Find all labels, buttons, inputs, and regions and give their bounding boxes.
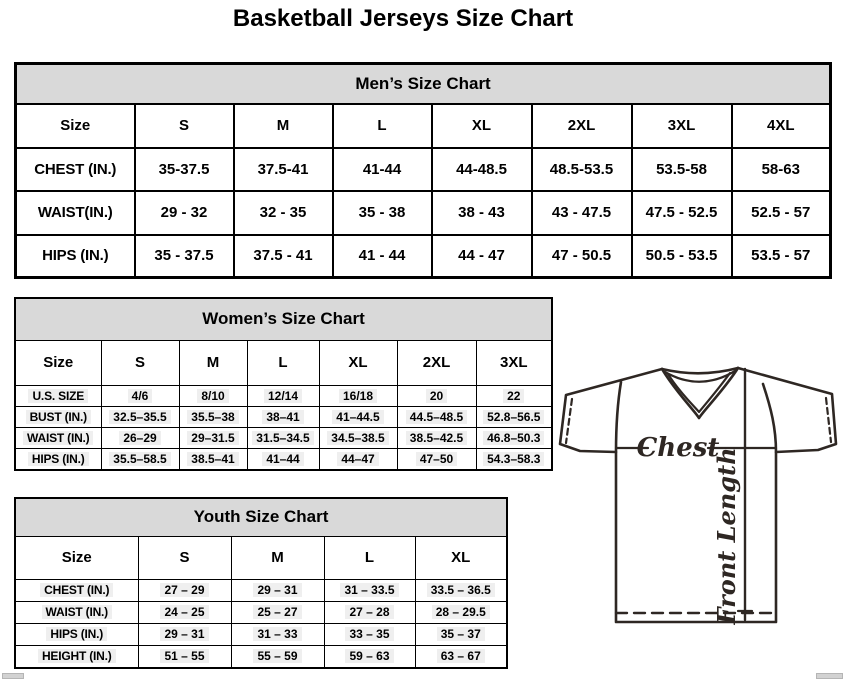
table-cell: 48.5-53.5 — [532, 148, 632, 191]
cell-value: 24 – 25 — [160, 605, 208, 619]
cell-value: U.S. SIZE — [28, 389, 88, 403]
column-header: S — [138, 536, 231, 579]
cell-value: 46.8–50.3 — [483, 431, 544, 445]
table-cell — [397, 427, 476, 448]
cell-value: 51 – 55 — [160, 649, 208, 663]
column-header: 4XL — [732, 104, 831, 148]
table-cell — [324, 579, 415, 601]
table-cell — [138, 601, 231, 623]
cell-value: WAIST (IN.) — [42, 605, 112, 619]
table-cell — [179, 448, 247, 470]
column-header: M — [234, 104, 333, 148]
table-cell — [179, 406, 247, 427]
table-header-row — [15, 536, 507, 579]
cell-value: 38–41 — [262, 410, 303, 424]
cell-value: 20 — [426, 389, 447, 403]
cell-value: 29 – 31 — [253, 583, 301, 597]
cell-value: 38.5–42.5 — [406, 431, 467, 445]
table-cell — [324, 601, 415, 623]
table-cell — [101, 385, 179, 406]
table-row — [16, 235, 831, 278]
row-label — [15, 623, 138, 645]
table-header-row — [16, 104, 831, 148]
jersey-measurement-diagram — [558, 364, 840, 626]
column-header: L — [324, 536, 415, 579]
cell-value: 41–44 — [262, 452, 303, 466]
table-cell — [101, 448, 179, 470]
cell-value: 25 – 27 — [253, 605, 301, 619]
cell-value: 63 – 67 — [437, 649, 485, 663]
jersey-diagram-svg — [558, 364, 840, 626]
cell-value: 4/6 — [128, 389, 153, 403]
table-cell: 44 - 47 — [432, 235, 532, 278]
column-header: M — [179, 340, 247, 385]
cell-value: 27 – 28 — [345, 605, 393, 619]
cell-value: CHEST (IN.) — [40, 583, 113, 597]
table-cell: 43 - 47.5 — [532, 191, 632, 235]
table-cell — [415, 579, 507, 601]
jersey-outline — [560, 368, 836, 622]
table-cell: 29 - 32 — [135, 191, 234, 235]
cell-value: 31 – 33.5 — [340, 583, 398, 597]
row-label — [15, 601, 138, 623]
table-title-row — [15, 498, 507, 536]
table-cell — [101, 406, 179, 427]
table-row — [15, 385, 552, 406]
table-cell: 41-44 — [333, 148, 432, 191]
table-cell: 32 - 35 — [234, 191, 333, 235]
table-cell — [138, 579, 231, 601]
right-cuff-stitch — [826, 398, 831, 442]
cell-value: 33.5 – 36.5 — [427, 583, 495, 597]
table-cell — [231, 579, 324, 601]
table-row — [16, 191, 831, 235]
table-cell — [231, 623, 324, 645]
table-cell — [476, 448, 552, 470]
column-header: S — [101, 340, 179, 385]
table-cell: 53.5 - 57 — [732, 235, 831, 278]
table-cell — [415, 623, 507, 645]
page-title: Basketball Jerseys Size Chart — [232, 5, 574, 32]
table-cell — [319, 448, 397, 470]
table-row — [15, 623, 507, 645]
table-cell: 35 - 38 — [333, 191, 432, 235]
horizontal-scrollbar-fragment-left[interactable] — [2, 673, 24, 679]
table-cell: 47.5 - 52.5 — [632, 191, 732, 235]
table-cell — [319, 427, 397, 448]
table-cell — [247, 406, 319, 427]
right-armhole-seam — [763, 384, 776, 452]
table-cell: 37.5-41 — [234, 148, 333, 191]
column-header: Size — [15, 340, 101, 385]
left-armhole-seam — [616, 382, 621, 452]
cell-value: 34.5–38.5 — [327, 431, 388, 445]
table-cell: 35 - 37.5 — [135, 235, 234, 278]
cell-value: 35.5–38 — [187, 410, 238, 424]
cell-value: 26–29 — [119, 431, 160, 445]
mens-table-title: Men’s Size Chart — [16, 64, 831, 104]
cell-value: BUST (IN.) — [26, 410, 91, 424]
table-cell: 47 - 50.5 — [532, 235, 632, 278]
table-cell: 37.5 - 41 — [234, 235, 333, 278]
table-title-row — [15, 298, 552, 340]
table-row — [15, 601, 507, 623]
horizontal-scrollbar-fragment-right[interactable] — [816, 673, 843, 679]
table-row — [16, 148, 831, 191]
cell-value: 28 – 29.5 — [432, 605, 490, 619]
column-header: XL — [432, 104, 532, 148]
row-label — [15, 406, 101, 427]
cell-value: 35.5–58.5 — [109, 452, 170, 466]
cell-value: HEIGHT (IN.) — [38, 649, 116, 663]
table-row — [15, 406, 552, 427]
table-cell — [397, 385, 476, 406]
row-label — [15, 579, 138, 601]
cell-value: 29–31.5 — [187, 431, 238, 445]
table-title-row — [16, 64, 831, 104]
row-label — [15, 448, 101, 470]
table-cell — [397, 448, 476, 470]
cell-value: 44–47 — [337, 452, 378, 466]
cell-value: 32.5–35.5 — [109, 410, 170, 424]
column-header: 2XL — [397, 340, 476, 385]
womens-table-title: Women’s Size Chart — [15, 298, 552, 340]
cell-value: HIPS (IN.) — [46, 627, 107, 641]
column-header: S — [135, 104, 234, 148]
youth-size-table — [14, 497, 508, 669]
table-header-row — [15, 340, 552, 385]
cell-value: 29 – 31 — [160, 627, 208, 641]
cell-value: 54.3–58.3 — [483, 452, 544, 466]
table-cell — [476, 427, 552, 448]
table-row — [15, 645, 507, 668]
table-cell — [415, 601, 507, 623]
column-header: 2XL — [532, 104, 632, 148]
row-label — [15, 645, 138, 668]
table-cell — [319, 406, 397, 427]
column-header: L — [247, 340, 319, 385]
cell-value: 8/10 — [197, 389, 228, 403]
table-cell: 53.5-58 — [632, 148, 732, 191]
table-cell — [138, 623, 231, 645]
table-cell — [397, 406, 476, 427]
front-length-label: Front Length — [712, 447, 741, 625]
cell-value: 12/14 — [264, 389, 302, 403]
column-header: 3XL — [476, 340, 552, 385]
column-header: XL — [319, 340, 397, 385]
column-header: Size — [16, 104, 135, 148]
table-cell: 58-63 — [732, 148, 831, 191]
table-cell — [179, 427, 247, 448]
cell-value: 33 – 35 — [345, 627, 393, 641]
table-cell: 50.5 - 53.5 — [632, 235, 732, 278]
table-row — [15, 448, 552, 470]
table-cell — [476, 406, 552, 427]
cell-value: 35 – 37 — [437, 627, 485, 641]
column-header: L — [333, 104, 432, 148]
column-header: XL — [415, 536, 507, 579]
row-label: HIPS (IN.) — [16, 235, 135, 278]
left-cuff-stitch — [566, 399, 572, 443]
cell-value: 38.5–41 — [187, 452, 238, 466]
row-label — [15, 385, 101, 406]
cell-value: 16/18 — [339, 389, 377, 403]
cell-value: 52.8–56.5 — [483, 410, 544, 424]
table-cell — [415, 645, 507, 668]
cell-value: 31.5–34.5 — [252, 431, 313, 445]
table-cell — [247, 385, 319, 406]
collar-back-arc-outer — [662, 368, 738, 373]
row-label — [15, 427, 101, 448]
table-row — [15, 427, 552, 448]
table-cell: 38 - 43 — [432, 191, 532, 235]
youth-table-title: Youth Size Chart — [15, 498, 507, 536]
cell-value: HIPS (IN.) — [28, 452, 89, 466]
table-cell — [231, 601, 324, 623]
table-cell — [247, 448, 319, 470]
table-cell — [101, 427, 179, 448]
table-cell — [138, 645, 231, 668]
row-label: CHEST (IN.) — [16, 148, 135, 191]
cell-value: 27 – 29 — [160, 583, 208, 597]
column-header: M — [231, 536, 324, 579]
table-cell: 41 - 44 — [333, 235, 432, 278]
table-cell — [324, 623, 415, 645]
table-row — [15, 579, 507, 601]
chest-label: Chest — [636, 433, 720, 463]
table-cell — [247, 427, 319, 448]
cell-value: 55 – 59 — [253, 649, 301, 663]
cell-value: WAIST (IN.) — [23, 431, 93, 445]
table-cell: 52.5 - 57 — [732, 191, 831, 235]
table-cell — [319, 385, 397, 406]
table-cell: 44-48.5 — [432, 148, 532, 191]
cell-value: 44.5–48.5 — [406, 410, 467, 424]
cell-value: 59 – 63 — [345, 649, 393, 663]
column-header: 3XL — [632, 104, 732, 148]
table-cell — [476, 385, 552, 406]
mens-size-table — [14, 62, 832, 279]
cell-value: 41–44.5 — [332, 410, 383, 424]
table-cell — [231, 645, 324, 668]
cell-value: 47–50 — [416, 452, 457, 466]
table-cell — [324, 645, 415, 668]
table-cell — [179, 385, 247, 406]
row-label: WAIST(IN.) — [16, 191, 135, 235]
table-cell: 35-37.5 — [135, 148, 234, 191]
cell-value: 22 — [503, 389, 524, 403]
womens-size-table — [14, 297, 553, 471]
cell-value: 31 – 33 — [253, 627, 301, 641]
column-header: Size — [15, 536, 138, 579]
